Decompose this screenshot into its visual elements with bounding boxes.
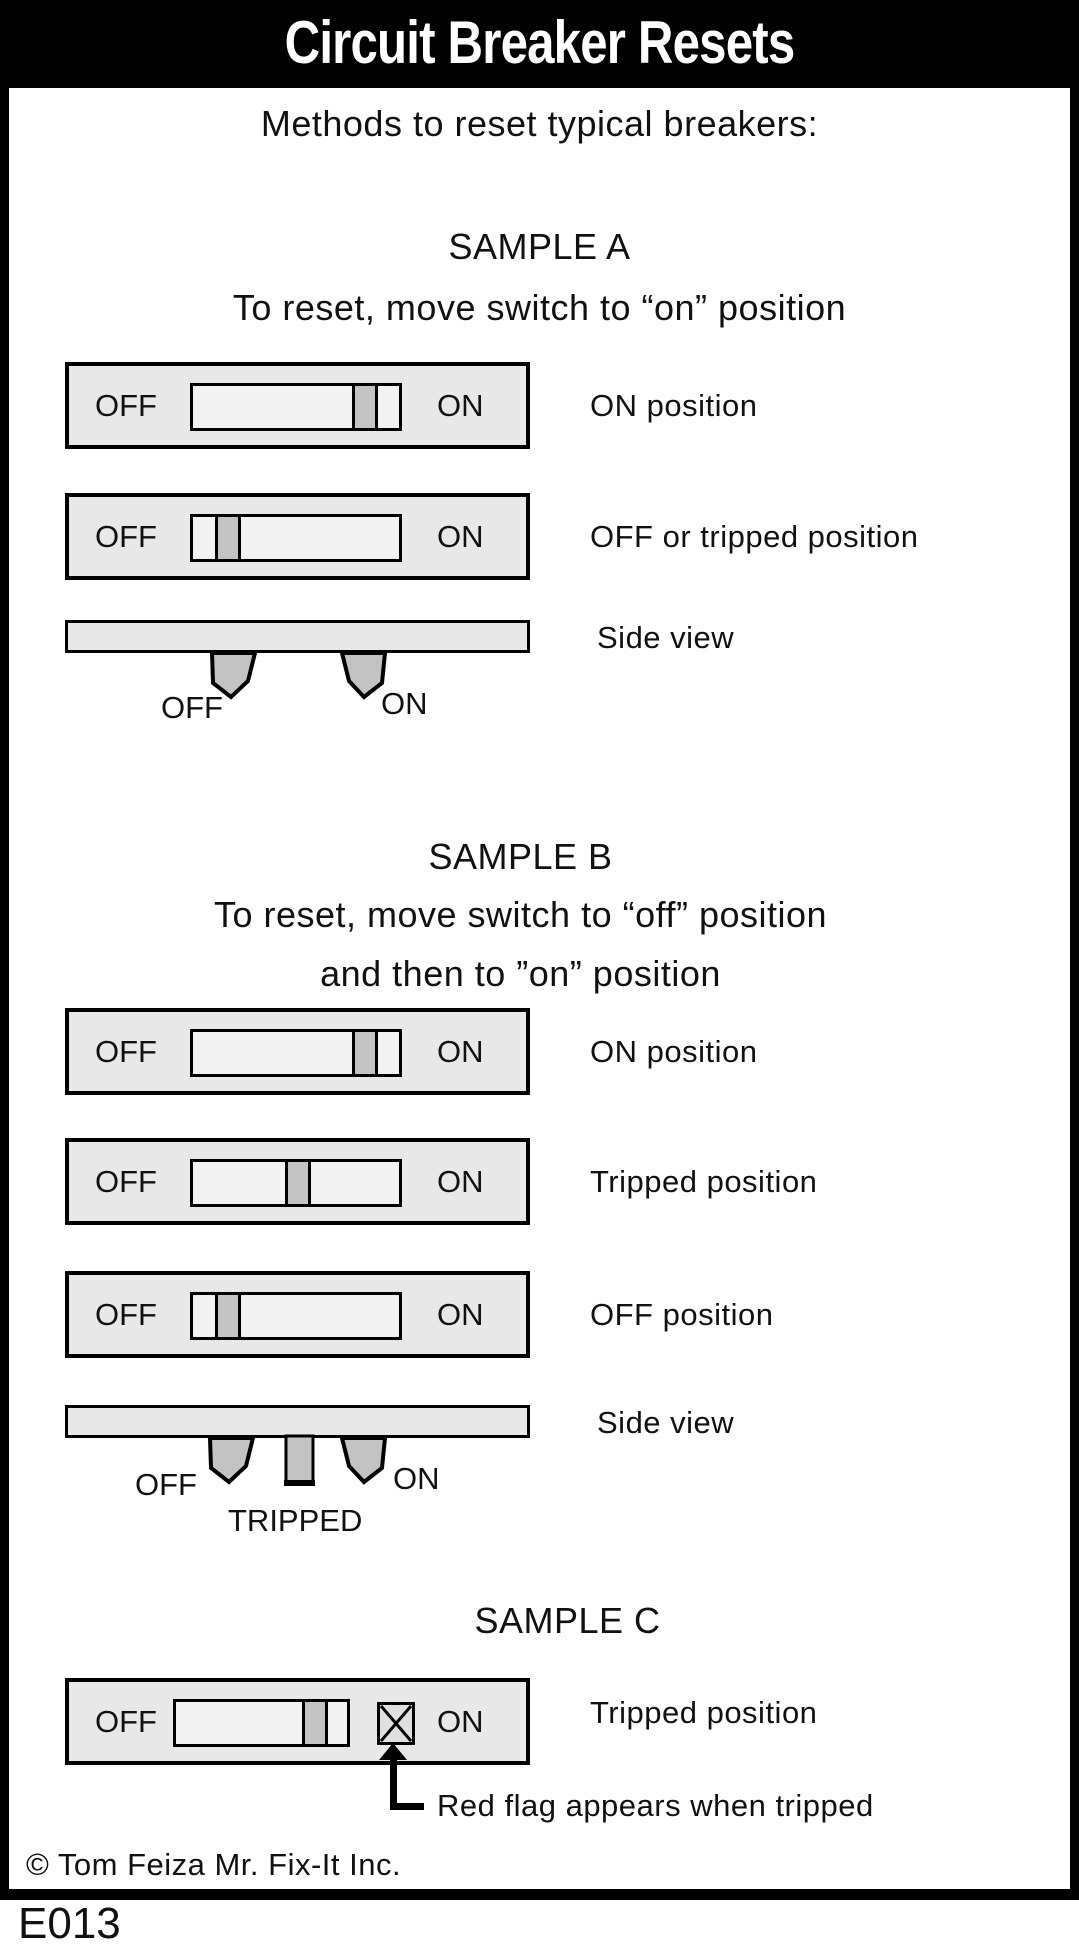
document-code: E013 — [18, 1899, 121, 1945]
sample-b-heading: SAMPLE B — [428, 836, 613, 877]
breaker-on-label: ON — [437, 1163, 484, 1199]
breaker-on-label: ON — [437, 518, 484, 554]
breaker-handle — [215, 514, 241, 562]
breaker-handle — [215, 1292, 241, 1340]
side-panel-bar — [65, 620, 530, 653]
caption-b-tripped: Tripped position — [590, 1164, 818, 1199]
breaker-slot — [190, 514, 402, 562]
side-b-tripped-label: TRIPPED — [228, 1503, 363, 1538]
breaker-off-label: OFF — [95, 518, 157, 554]
sample-b-instruction-1: To reset, move switch to “off” position — [213, 894, 828, 935]
breaker-handle — [352, 383, 378, 431]
breaker-slot — [173, 1699, 350, 1747]
breaker-c-tripped — [65, 1678, 530, 1765]
copyright-text: © Tom Feiza Mr. Fix-It Inc. — [26, 1847, 402, 1882]
page-title: Circuit Breaker Resets — [284, 9, 795, 76]
sample-a-instruction: To reset, move switch to “on” position — [232, 287, 847, 328]
side-handle-tripped-icon — [286, 1436, 313, 1482]
breaker-slot — [190, 383, 402, 431]
breaker-off-label: OFF — [95, 1296, 157, 1332]
side-handle-on-icon — [342, 653, 385, 697]
side-a-off-label: OFF — [161, 690, 223, 725]
caption-a-side: Side view — [597, 620, 735, 655]
breaker-handle — [285, 1159, 311, 1207]
breaker-b-off — [65, 1271, 530, 1358]
side-a-on-label: ON — [381, 686, 428, 721]
sample-b-instruction-2: and then to ”on” position — [320, 953, 721, 994]
breaker-handle — [302, 1699, 328, 1747]
trip-flag-window — [377, 1702, 415, 1745]
breaker-on-label: ON — [437, 387, 484, 423]
caption-c-tripped: Tripped position — [590, 1695, 818, 1730]
breaker-a-off — [65, 493, 530, 580]
caption-a-off: OFF or tripped position — [590, 519, 919, 554]
breaker-a-on — [65, 362, 530, 449]
sample-a-heading: SAMPLE A — [448, 226, 631, 267]
side-handles-a — [65, 651, 530, 707]
side-view-a — [65, 620, 530, 745]
flag-x-icon — [380, 1705, 412, 1742]
side-handle-off-icon — [210, 1438, 253, 1482]
title-bar — [0, 0, 1079, 88]
caption-b-side: Side view — [597, 1405, 735, 1440]
breaker-on-label: ON — [437, 1033, 484, 1069]
side-handle-on-icon — [342, 1438, 385, 1482]
breaker-off-label: OFF — [95, 1703, 157, 1739]
side-panel-bar — [65, 1405, 530, 1438]
breaker-on-label: ON — [437, 1296, 484, 1332]
breaker-slot — [190, 1159, 402, 1207]
breaker-off-label: OFF — [95, 387, 157, 423]
breaker-b-tripped — [65, 1138, 530, 1225]
breaker-on-label: ON — [437, 1703, 484, 1739]
caption-a-on: ON position — [590, 388, 758, 423]
breaker-off-label: OFF — [95, 1033, 157, 1069]
breaker-slot — [190, 1029, 402, 1077]
breaker-handle — [352, 1029, 378, 1077]
breaker-off-label: OFF — [95, 1163, 157, 1199]
flag-arrow-elbow — [390, 1803, 424, 1810]
breaker-b-on — [65, 1008, 530, 1095]
side-b-off-label: OFF — [135, 1467, 197, 1502]
intro-text: Methods to reset typical breakers: — [260, 103, 819, 144]
caption-b-off: OFF position — [590, 1297, 774, 1332]
sample-c-heading: SAMPLE C — [474, 1600, 661, 1641]
breaker-slot — [190, 1292, 402, 1340]
flag-note: Red flag appears when tripped — [437, 1788, 874, 1823]
side-b-on-label: ON — [393, 1461, 440, 1496]
caption-b-on: ON position — [590, 1034, 758, 1069]
side-view-b — [65, 1405, 530, 1550]
